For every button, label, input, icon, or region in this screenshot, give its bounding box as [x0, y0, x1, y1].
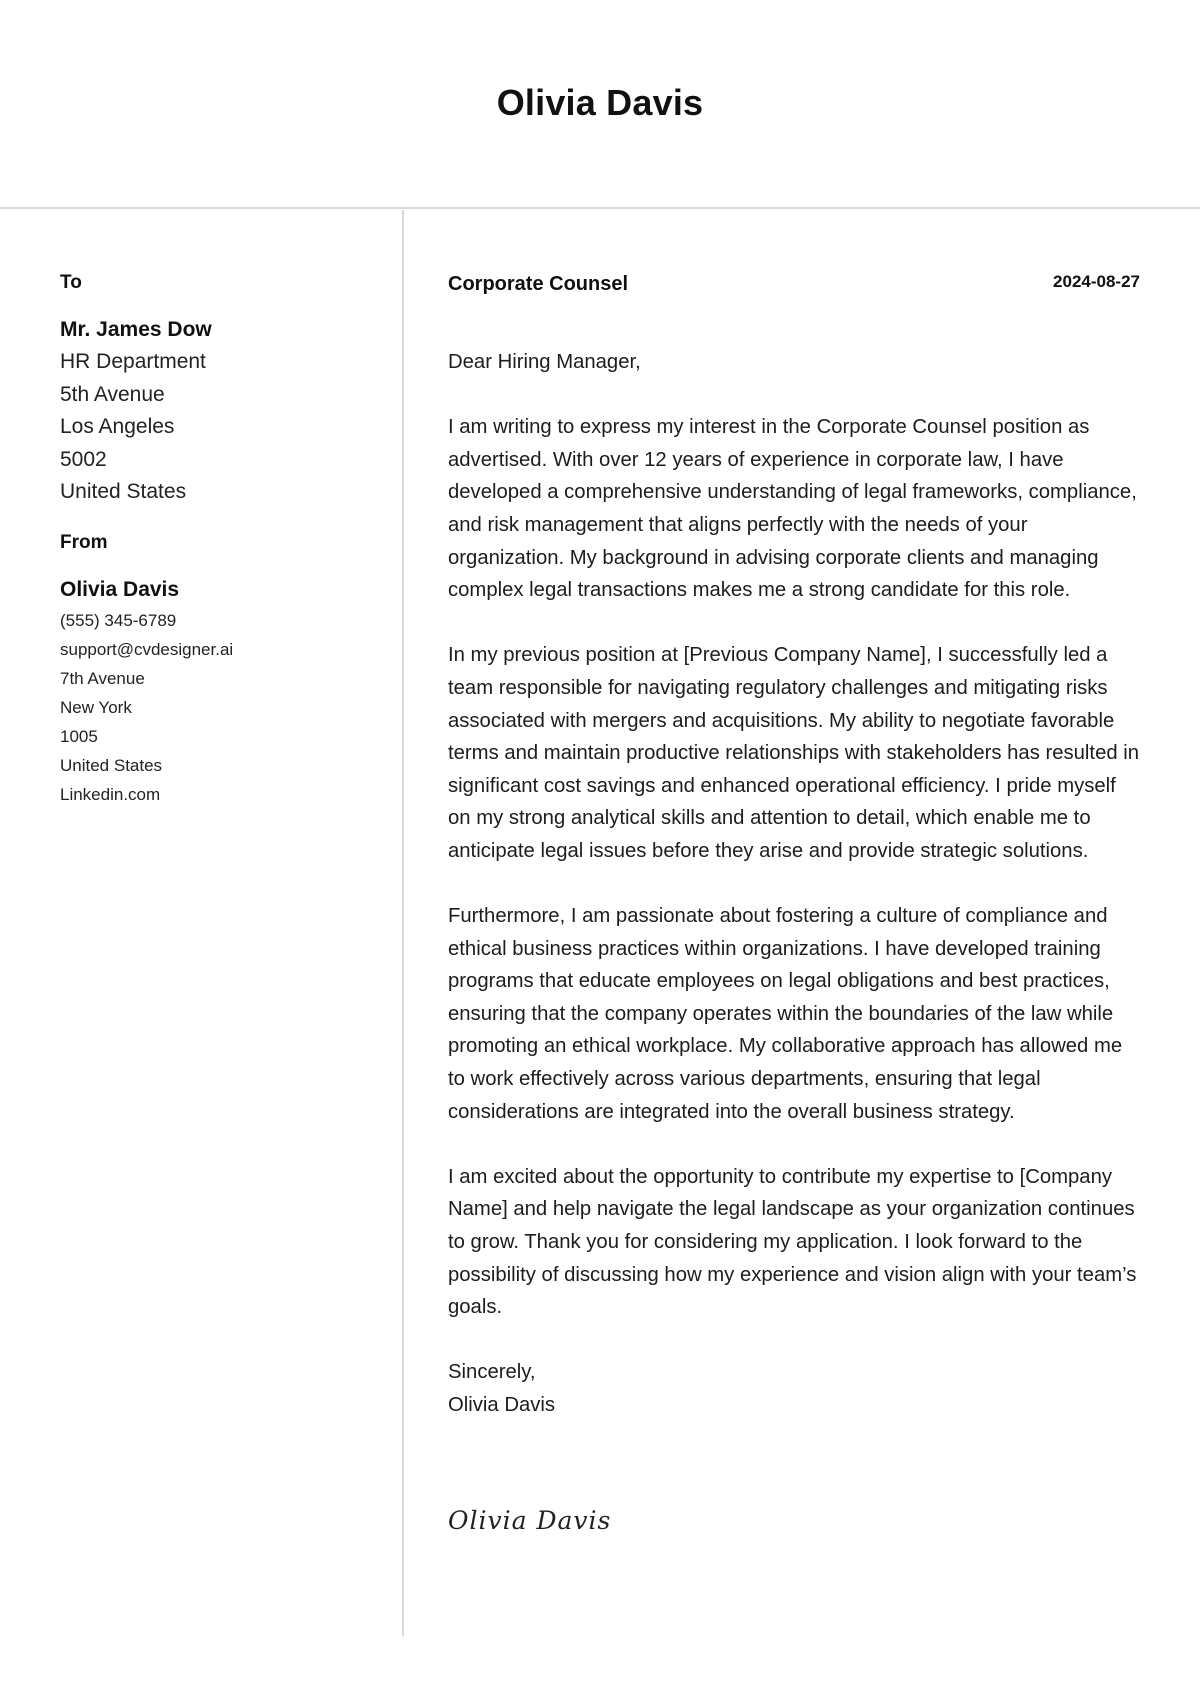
sender-name: Olivia Davis [60, 577, 180, 601]
signature: Olivia Davis [448, 1506, 612, 1535]
recipient-postal-code: 5002 [60, 447, 107, 471]
recipient-name: Mr. James Dow [60, 318, 212, 341]
sender-city: New York [60, 697, 132, 717]
sidebar [60, 272, 380, 809]
letter-text [448, 346, 1140, 1422]
paragraph-1: I am writing to express my interest in the Corporate Counsel position as advertised. With over 12 years of experience in corporate law, I have developed a comprehensive understanding of legal frameworks, compliance, and risk management that aligns perfectly with the needs of your organization. My background in advising corporate clients and managing complex legal transactions makes me a strong candidate for this role. [448, 416, 1137, 602]
page-header [0, 0, 1200, 209]
letter-date: 2024-08-27 [1053, 272, 1140, 291]
recipient-city: Los Angeles [60, 415, 175, 438]
recipient-department: HR Department [60, 350, 206, 373]
paragraph-2: In my previous position at [Previous Company Name], I successfully led a team responsible for navigating regulatory challenges and mitigating risks associated with mergers and acquisitions. My ability to negotiate favorable terms and maintain productive relationships with stakeholders has resulted in significant cost savings and enhanced operational efficiency. I pride myself on my strong analytical skills and attention to detail, which enable me to anticipate legal issues before they arise and provide strategic solutions. [448, 644, 1140, 862]
sender-street: 7th Avenue [60, 668, 145, 688]
sender-country: United States [60, 755, 163, 775]
column-divider [402, 210, 404, 1636]
sender-linkedin: Linkedin.com [60, 784, 161, 804]
paragraph-4: I am excited about the opportunity to contribute my expertise to [Company Name] and help navigate the legal landscape as your organization continues to grow. Thank you for considering my application. I look forward to the possibility of discussing how my experience and vision align with your team’s goals. [448, 1165, 1137, 1319]
position-title: Corporate Counsel [448, 273, 629, 295]
sender-phone: (555) 345-6789 [60, 610, 177, 630]
paragraph-3: Furthermore, I am passionate about fostering a culture of compliance and ethical business practices within organizations. I have developed training programs that educate employees on legal obligations and best practices, ensuring that the company operates within the boundaries of the law while promoting an ethical workplace. My collaborative approach has allowed me to work effectively across various departments, ensuring that legal considerations are integrated into the overall business strategy. [448, 905, 1123, 1123]
recipient-street: 5th Avenue [60, 382, 165, 406]
greeting: Dear Hiring Manager, [448, 351, 641, 373]
recipient-address [60, 346, 380, 509]
closing: Sincerely, [448, 1361, 536, 1384]
to-label: To [60, 272, 82, 293]
from-label: From [60, 531, 108, 553]
sender-email: support@cvdesigner.ai [60, 639, 234, 659]
recipient-country: United States [60, 480, 187, 503]
sender-postal-code: 1005 [60, 726, 98, 746]
sender-contact [60, 606, 380, 809]
closing-name: Olivia Davis [448, 1394, 556, 1416]
page-title: Olivia Davis [496, 82, 704, 123]
